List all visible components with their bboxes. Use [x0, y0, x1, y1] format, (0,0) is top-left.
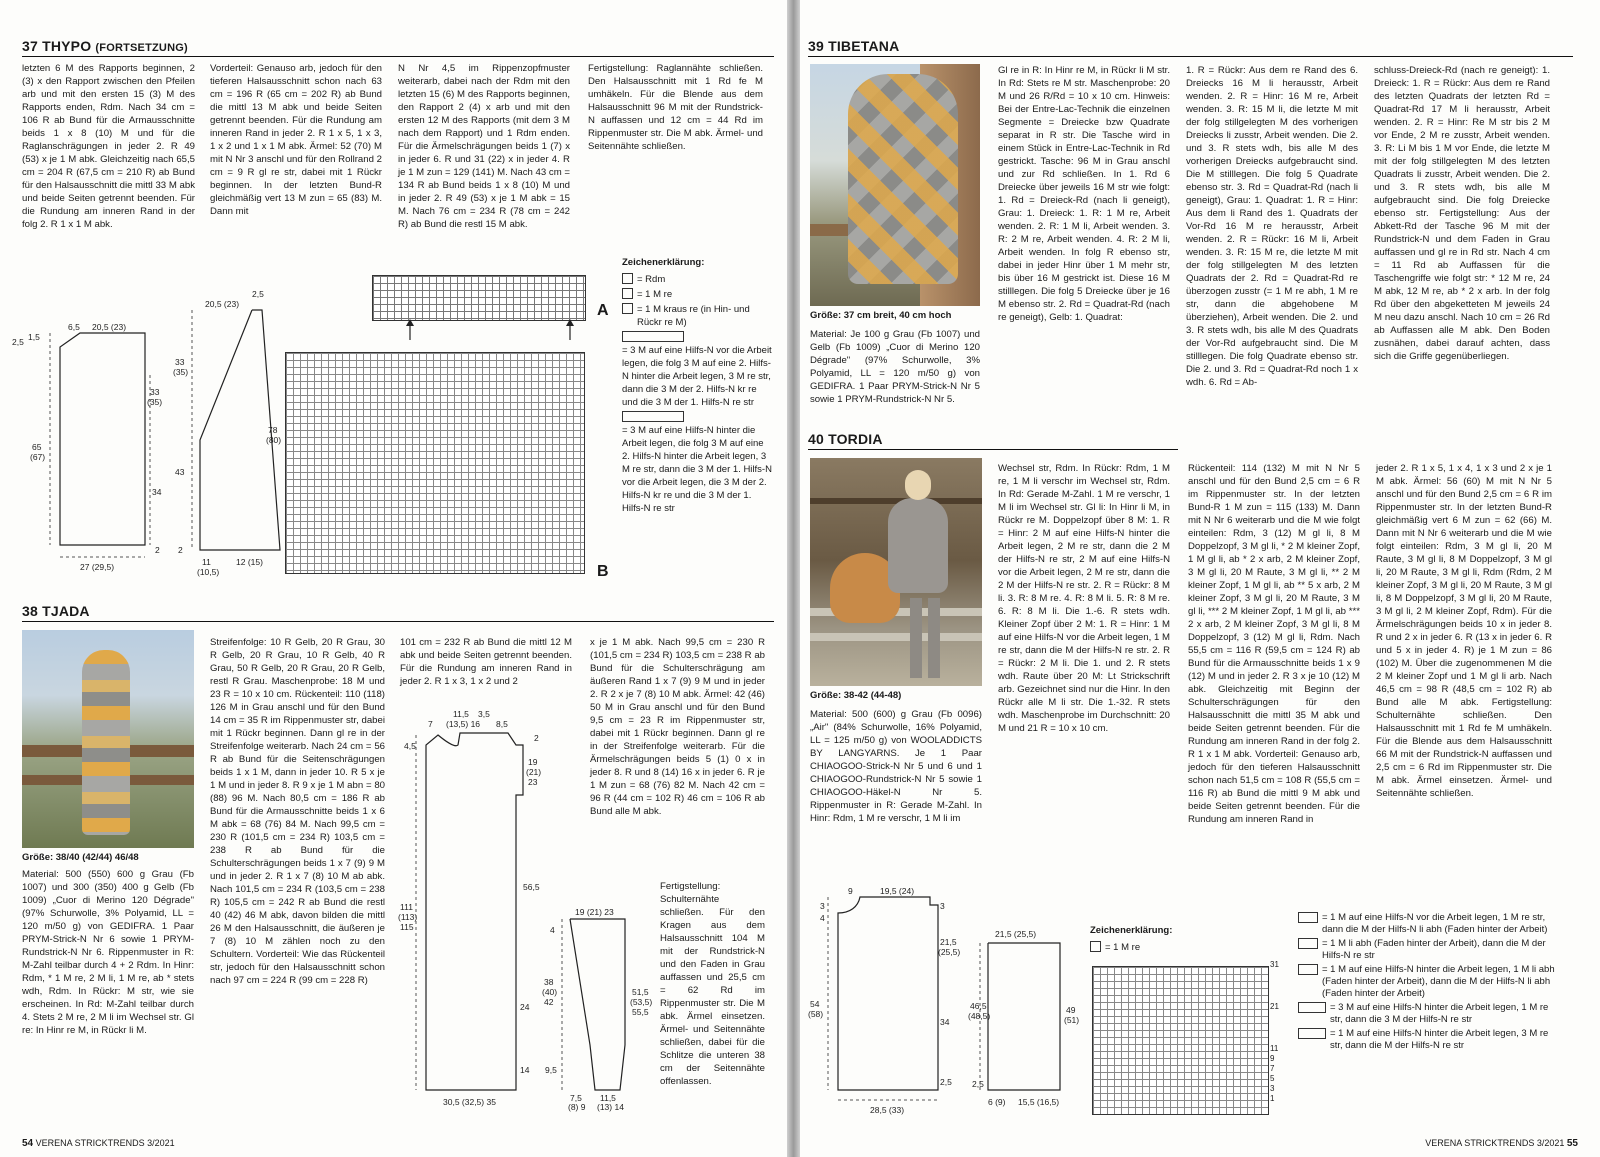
svg-text:21,5: 21,5 — [940, 937, 957, 947]
cable-front-symbol-icon — [622, 331, 684, 342]
svg-text:42: 42 — [544, 997, 554, 1007]
thypo-heading: 37 THYPO (FORTSETZUNG) — [22, 38, 188, 54]
svg-text:4,5: 4,5 — [404, 741, 416, 751]
svg-text:11,5: 11,5 — [453, 709, 469, 719]
tjada-text-col3: 101 cm = 232 R ab Bund die mittl 12 M abk und beide Seiten getrennt beenden. Für die Rundung am inneren Rand in jeder 2. R 1 x 3, 1 x 2 und 2 — [400, 637, 572, 687]
svg-text:(35): (35) — [147, 397, 163, 407]
legend-item: = 1 M re — [1090, 941, 1210, 954]
tibetana-size: Größe: 37 cm breit, 40 cm hoch — [810, 310, 952, 321]
legend-item: = 3 M auf eine Hilfs-N vor die Arbeit legen, die folg 3 M auf eine 2. Hilfs-N hinter die Arbeit legen, 3 M re str, dann die 3 M der 2. Hilfs-N kr re und die 3 M der 1. Hilfs-N re str — [622, 331, 772, 409]
svg-text:2,5: 2,5 — [940, 1077, 952, 1087]
left-page — [0, 0, 787, 1157]
tibetana-material: Material: Je 100 g Grau (Fb 1007) und Gelb (Fb 1009) „Cuor di Merino 120 Dégrade" (97% Schurwolle, 3% Polyamid, LL = 120 m/50 g) von GEDIFRA. 1 Paar PRYM-Strick-N Nr 5 sowie 1 PRYM-Rundstrick-N Nr 5. — [810, 329, 980, 405]
knit-symbol-icon — [622, 288, 633, 299]
svg-text:(35): (35) — [173, 367, 189, 377]
svg-text:1,5: 1,5 — [28, 332, 40, 342]
legend-item: = 3 M auf eine Hilfs-N hinter die Arbeit legen, 1 M re str, dann die 3 M der Hilfs-N re str — [1298, 1002, 1558, 1026]
cable-back-symbol-icon — [622, 411, 684, 422]
svg-text:11,5: 11,5 — [600, 1093, 616, 1103]
svg-text:(8) 9: (8) 9 — [568, 1102, 586, 1112]
tibetana-photo — [810, 64, 980, 306]
svg-text:(48,5): (48,5) — [968, 1011, 991, 1021]
tordia-rule — [808, 449, 1178, 450]
svg-text:2: 2 — [178, 545, 183, 555]
svg-text:56,5: 56,5 — [523, 882, 540, 892]
tjada-photo — [22, 630, 194, 848]
svg-text:115: 115 — [400, 922, 414, 932]
svg-text:55,5: 55,5 — [632, 1007, 649, 1017]
cable-3-1-symbol-icon — [1298, 1002, 1326, 1013]
tordia-body-schematic — [810, 885, 990, 1120]
chart-a-label: A — [597, 302, 609, 319]
tjada-text-col2: Streifenfolge: 10 R Gelb, 20 R Grau, 30 R Gelb, 20 R Grau, 10 R Gelb, 40 R Grau, 50 R Gelb, 20 R Grau, 20 R Gelb, restl R Grau. Maschenprobe: 18 M und 23 R = 10 x 10 cm. Rückenteil: 110 (118) 126 M in Grau anschl und für den Bund 14 cm = 35 R im Rippenmuster str, dabei mit 1 Rückr beginnen. Dann gl re in der Streifenfolge weiterarb. Nach 24 cm = 56 R ab Bund für die Seitenschrägungen beids 1 x 1 M, dann in jeder 10. R 5 x je 1 M und in jeder 8. R 9 x je 1 M abn = 80 (88) 96 M. Nach 80,5 cm = 186 R ab Bund für die Armausschnitte beids 1 x 6 M abk = 68 (76) 84 M. Nach 99,5 cm = 230 R (101,5 cm = 234 R) 103,5 cm = 238 R ab Bund für die Schulterschrägungen beids 1 x 7 (9) 9 M und in jeder 2. R 1 x 7 (8) 10 M ab abk. Nach 101,5 cm = 234 R (103,5 cm = 238 R) 105,5 cm = 242 R ab Bund die restl 40 (42) 46 M abk, davon bilden die mittl 26 M den Halsausschnitt, die äußeren je 7 (8) 10 M zählen noch zu den Schultern. Vorderteil: Wie das Rückenteil str, jedoch für den Halsausschnitt schon nach 97 cm = 224 R (99 cm = 228 R) — [210, 637, 385, 986]
svg-text:23: 23 — [528, 777, 538, 787]
tjada-text-col4: x je 1 M abk. Nach 99,5 cm = 230 R (101,5 cm = 234 R) 103,5 cm = 238 R ab Bund für die Schulterschrägung am äußeren Rand 1 x 7 (9) 9 M und in jeder 2. R 2 x je 7 (8) 10 M abk. Ärmel: 42 (46) 50 M in Grau anschl und für den Bund 9,5 cm = 23 R im Rippenmuster str, dabei mit 1 Rückr beginnen. Dann gl re in der Streifenfolge weiterarb. Für die Ärmelschrägungen beids 5 (1) 0 x in jeder 8. R und 8 (14) 16 x in jeder 6. R je 1 M zun = 68 (76) 82 M. Nach 42 cm = 96 R (44 cm = 102 R) 46 cm = 106 R ab Bund alle M abk. — [590, 637, 765, 817]
svg-text:7: 7 — [428, 719, 433, 729]
svg-text:(10,5): (10,5) — [197, 567, 220, 577]
tibetana-text-col2: Gl re in R: In Hinr re M, in Rückr li M str. In Rd: Stets re M str. Maschenprobe: 20 M und 26 R/Rd = 10 x 10 cm. Hinweis: Bei der Entre-Lac-Technik die einzelnen Segmente = Dreiecke bzw Quadrate separat in R str. Die Tasche wird in einem Stück in Entre-Lac-Technik in Rd gestrickt. Tasche: 96 M in Grau anschl und zur Rd schließen. In 1. Rd 6 Dreiecke über jeweils 16 M str wie folgt: 1. Rd = Dreieck-Rd (nach li geneigt), Grau: 1. Dreieck: 1. R: 1 M re, Arbeit wenden. 2. R: 1 M li, Arbeit wenden. 3. R: 2 M re, Arbeit wenden. 4. R: 2 M li, Arbeit wenden. In folg R ebenso str, dabei in jeder Hinr über 1 M mehr str, bis über 16 M gestrickt ist. Diese 16 M stilllegen. Die folg 5 Dreiecke über je 16 M ebenso str. 2. Rd = Quadrat-Rd (nach re geneigt), Gelb: 1. Quadrat: — [998, 65, 1170, 323]
thypo-legend: Zeichenerklärung: = Rdm = 1 M re = 1 M kraus re (in Hin- und Rückr re M) = 3 M auf eine Hilfs-N vor die Arbeit legen, die folg 3 M auf eine 2. Hilfs-N hinter die Arbeit legen, 3 M re str, dann die 3 M der 2. Hilfs-N kr re und die 3 M der 1. Hilfs-N re str = 3 M auf eine Hilfs-N hinter die Arbeit legen, die folg 3 M auf eine 2. Hilfs-N hinter die Arbeit legen, 3 M re str, dann die 3 M der 1. Hilfs-N vor die Arbeit legen, die 3 M der 2. Hilfs-N kr re und die 3 M der 1. Hilfs-N re str — [622, 257, 772, 514]
legend-item: = 1 M auf eine Hilfs-N hinter die Arbeit legen, 3 M re str, dann die M der Hilfs-N re str — [1298, 1028, 1558, 1052]
svg-text:30,5 (32,5) 35: 30,5 (32,5) 35 — [443, 1097, 496, 1107]
tibetana-heading: 39 TIBETANA — [808, 38, 900, 54]
thypo-text-col2: Vorderteil: Genauso arb, jedoch für den tieferen Halsausschnitt schon nach 63 cm = 196 R (65 cm = 202 R) ab Bund die mittl 13 M abk und beide Seiten getrennt beenden. Für die Rundung am inneren Rand in jeder 2. R 1 x 5, 1 x 3, 1 x 2 und 1 x 1 M abk. Ärmel: 52 (70) M mit N Nr 3 anschl und für den Rollrand 2 cm = 9 R gl re str, dabei mit 1 Rückr beginnen. In der letzten Bund-R gleichmäßig vert 13 M zun = 65 (83) M. Dann mit — [210, 63, 382, 217]
svg-text:34: 34 — [940, 1017, 950, 1027]
thypo-text-col1: letzten 6 M des Rapports beginnen, 2 (3) x den Rapport zwischen den Pfeilen arb und mit den ersten 15 (3) M des Rapports enden, Rdm. Nach 34 cm = 106 R ab Bund für die Armausschnitte beids 1 x 8 (10) M und für die Raglanschrägungen in jeder 2. R 49 (53) x je 1 M abk. Gleichzeitig nach 65,5 cm = 204 R (67,5 cm = 210 R) ab Bund für den Halsausschnitt die mittl 33 M abk und beide Seiten getrennt beenden. Für die Rundung am inneren Rand in der folg 2. R 1 x 1 M abk. — [22, 63, 195, 230]
tjada-text-col1: Material: 500 (550) 600 g Grau (Fb 1007) und 300 (350) 400 g Gelb (Fb 1009) „Cuor di Merino 120 Dégrade" (97% Schurwolle, 3% Polyamid, LL = 120 m/50 g) von GEDIFRA. 1 Paar PRYM-Strick-N Nr 6 sowie 1 PRYM-Rundstrick-N Nr 6. Rippenmuster in R: M-Zahl teilbar durch 4 + 2 Rdm. In Hinr: Rdm, * 1 M re, 2 M li, 1 M re, ab * stets wdh, Rdm. In Rückr: M str, wie sie erscheinen. In Rd: M-Zahl teilbar durch 4. Stets 2 M re, 2 M li im Wechsel str. Gl re: In Hinr re M, in Rückr li M. — [22, 869, 194, 1036]
chart-a-arrows — [400, 318, 580, 342]
tibetana-text-col3: 1. R = Rückr: Aus dem re Rand des 6. Dreiecks 16 M li herausstr, Arbeit wenden. 2. R = Hinr: 16 M re, Arbeit wenden. 3. R: 15 M li, die letzte M mit der folg stillgelegten M des vorherigen Dreiecks li zusstr, Arbeit wenden. Die 2. und 3. R stets wdh, bis alle M des vorherigen Dreiecks aufgebraucht sind. Die M stilllegen. Die folg 5 Quadrate ebenso str. 3. Rd = Quadrat-Rd (nach li geneigt), Grau: 1. Quadrat: 1. R = Hinr: Aus dem li Rand des 1. Quadrats der Vor-Rd 16 M re herausstr, Arbeit wenden. 2. R = Rückr: 16 M li, Arbeit wenden. 3. R: 15 M re, die letzte M mit der folg stillgelegten M des letzten Quadrats der 2. Rd = Quadrat-Rd re überzogen zusstr (= 1 M re abh, 1 M re str, dann die abgehobene M überziehen), Arbeit wenden. Die 2. und 3. R stets wdh, bis alle M des Quadrats der Vor-Rd aufgebraucht sind. Die M stilllegen. Die folg Quadrate ebenso str. Die 2. und 3. Rd = Quadrat-Rd noch 1 x wdh. 6. Rd = Ab- — [1186, 65, 1358, 388]
svg-text:111: 111 — [400, 902, 413, 912]
tjada-sleeve-schematic — [540, 905, 660, 1115]
thypo-sleeve-schematic — [173, 285, 290, 585]
tjada-heading: 38 TJADA — [22, 603, 90, 619]
svg-text:(25,5): (25,5) — [938, 947, 961, 957]
svg-text:6,5: 6,5 — [68, 322, 80, 332]
thypo-chart-b — [285, 352, 585, 574]
svg-text:65: 65 — [32, 442, 42, 452]
svg-text:8,5: 8,5 — [496, 719, 508, 729]
right-footer: VERENA STRICKTRENDS 3/2021 55 — [1425, 1138, 1578, 1149]
svg-text:(113): (113) — [398, 912, 418, 922]
tjada-text-col5: Fertigstellung: Schulternähte schließen. Für den Kragen aus dem Halsausschnitt 104 M mit der Rundstrick-N und den Faden in Grau auffassen und 25,5 cm = 62 Rd im Rippenmuster str. Die M abk. Ärmel einsetzen. Ärmel- und Seitennähte schließen, dabei für die Schlitze die unteren 38 cm der Seitennähte offenlassen. — [660, 881, 765, 1087]
svg-text:46,5: 46,5 — [970, 1001, 987, 1011]
svg-text:9: 9 — [848, 886, 853, 896]
svg-text:49: 49 — [1066, 1005, 1076, 1015]
tordia-text-col4: jeder 2. R 1 x 5, 1 x 4, 1 x 3 und 2 x je 1 M abk. Ärmel: 56 (60) M mit N Nr 5 anschl und für den Bund 2,5 cm = 6 R im Rippenmuster str. In der letzten Bund-R gleichmäßig vert 6 M zun = 62 (66) M. Dann mit N Nr 6 weiterarb und die M wie folgt einteilen: Rdm, 3 M gl li, 20 M Raute, 3 M gl li, 8 M Doppelzopf, 3 M gl li, 20 M Raute, 3 M gl li, Rdm (Rdm, 2 M kleiner Zopf, 3 M gl li, 20 M Raute, 3 M gl li, 8 M Doppelzopf, 3 M gl li, 20 M Raute, 3 M gl li, 2 M kleiner Zopf, Rdm). Für die Ärmelschrägungen beids 10 x in jeder 8. R und 2 x in jeder 6. R (13 x in jeder 6. R und 5 x in jeder 4. R) je 1 M zun = 86 (102) M. Über die zugenommenen M die 2 M kleiner Zopf und 1 M gl li arb. Nach 46,5 cm = 98 R (48,5 cm = 102 R) ab Bund alle M abk. Fertigstellung: Schulternähte schließen. Den Halsausschnitt mit 1 Rd fe M umhäkeln. Für die Blende aus dem Halsausschnitt 66 M mit der Rundstrick-N auffassen und 2,5 cm = 6 Rd im Rippenmuster str. Die M abk. Ärmel einsetzen. Ärmel- und Seitennähte schließen. — [1376, 463, 1552, 799]
svg-text:(40): (40) — [542, 987, 558, 997]
svg-text:27 (29,5): 27 (29,5) — [80, 562, 115, 572]
svg-text:24: 24 — [520, 1002, 530, 1012]
rdm-symbol-icon — [622, 273, 633, 284]
svg-text:7,5: 7,5 — [570, 1093, 582, 1103]
svg-text:19: 19 — [528, 757, 538, 767]
svg-text:33: 33 — [175, 357, 185, 367]
thypo-text-col4: Fertigstellung: Raglannähte schließen. Den Halsausschnitt mit 1 Rd fe M umhäkeln. Für die Blende aus dem Halsausschnitt 96 M mit der Rundstrick-N auffassen und 12 cm = 44 Rd im Rippenmuster str. Die M abk. Ärmel- und Seitennähte schließen. — [588, 63, 763, 152]
svg-text:33: 33 — [150, 387, 160, 397]
svg-text:2,5: 2,5 — [972, 1079, 984, 1089]
svg-text:2: 2 — [155, 545, 160, 555]
legend-item: = 1 M kraus re (in Hin- und Rückr re M) — [622, 303, 772, 329]
svg-text:9,5: 9,5 — [545, 1065, 557, 1075]
svg-text:2,5: 2,5 — [252, 289, 264, 299]
svg-text:4: 4 — [820, 913, 825, 923]
svg-text:4: 4 — [550, 925, 555, 935]
svg-text:3,5: 3,5 — [478, 709, 490, 719]
svg-text:28,5 (33): 28,5 (33) — [870, 1105, 905, 1115]
svg-text:(53,5): (53,5) — [630, 997, 653, 1007]
tordia-heading: 40 TORDIA — [808, 431, 883, 447]
tordia-text-col2: Wechsel str, Rdm. In Rückr: Rdm, 1 M re, 1 M li verschr im Wechsel str, Rdm. In Rd: Gerade M-Zahl. 1 M re verschr, 1 M li im Wechsel str. Gl li: In Hinr li M, in Rückr re M. Doppelzopf über 8 M: 1. R = Hinr: 2 M auf eine Hilfs-N hinter die Arbeit legen, 2 M re str, dann die 2 M der Hilfs-N re str, 2 M auf eine Hilfs-N vor die Arbeit legen, 2 M re str, dann die 2 M der Hilfs-N re str. 2. R = Rückr: 8 M li. 3. R: 8 M re. 4. R: 8 M li. 5. R: 8 M re. 6. R: 8 M li. Die 1.-6. R stets wdh. Kleiner Zopf über 2 M: 1. R = Hinr: 1 M auf eine Hilfs-N vor die Arbeit legen, 1 M re str, dann die M der Hilfs-N re str. 2. R = Rückr: 2 M li. Die 1. und 2. R stets wdh. Raute über 20 M: Lt Strickschrift arb. Gezeichnet sind nur die Hinr. In den Rückr alle M li str. Die 1.-32. R stets wdh. Maschenprobe im Durchschnitt: 20 M und 21 R = 10 x 10 cm. — [998, 463, 1170, 734]
svg-text:21,5 (25,5): 21,5 (25,5) — [995, 929, 1037, 939]
svg-text:(13,5) 16: (13,5) 16 — [446, 719, 481, 729]
svg-text:(67): (67) — [30, 452, 46, 462]
tordia-chart-row-numbers: 31 21 11 9 7 5 3 1 — [1270, 960, 1279, 1103]
thypo-rule — [22, 56, 774, 57]
chart-b-label: B — [597, 563, 609, 580]
svg-text:3: 3 — [820, 901, 825, 911]
tordia-text-col3: Rückenteil: 114 (132) M mit N Nr 5 anschl und für den Bund 2,5 cm = 6 R im Rippenmuster str. In der letzten Bund-R 1 M zun = 115 (133) M. Dann mit N Nr 6 weiterarb und die M wie folgt einteilen: Rdm, 3 (12) M gl li, 8 M Doppelzopf, 3 M gl li, * 2 M kleiner Zopf, 1 M gl li, ab * 2 x arb, 2 M kleiner Zopf, 3 M gl li, 20 M Raute, 3 M gl li, ** 2 M kleiner Zopf, 1 M gl li, ab ** 5 x arb, 2 M kleiner Zopf, 3 M gl li, 20 M Raute, 3 M gl li, *** 2 M kleiner Zopf, 1 M gl li, ab *** 2 x arb, 2 M kleiner Zopf, 3 M gl li, 8 M Doppelzopf, 3 (12) M gl li, Rdm. Nach 55,5 cm = 116 R (59,5 cm = 124 R) ab Bund für die Armausschnitte beids 1 x 9 (12) M und in jeder 2. R 3 x je 10 (12) M abk. Gleichzeitig mit Beginn der Schulterschrägungen für den Halsausschnitt die mittl 35 M abk und beide Seiten getrennt beenden. Für die Rundung am inneren Rand in der folg 2. R 1 x 1 M abk. Vorderteil: Genauso arb, jedoch für den tieferen Halsausschnitt schon nach 51,5 cm = 108 R (55,5 cm = 116 R) ab Bund die mittl 9 M abk und beide Seiten getrennt beenden. Für die Rundung am inneren Rand in — [1188, 463, 1360, 825]
thypo-chart-a — [372, 275, 586, 321]
legend-item: = 1 M auf eine Hilfs-N vor die Arbeit legen, 1 M re str, dann die M der Hilfs-N li abh (Faden hinter der Arbeit) — [1298, 912, 1558, 936]
svg-text:19,5 (24): 19,5 (24) — [880, 886, 915, 896]
svg-text:14: 14 — [520, 1065, 530, 1075]
svg-text:20,5 (23): 20,5 (23) — [92, 322, 127, 332]
knit-symbol-icon — [1090, 941, 1101, 952]
cable-1-3-symbol-icon — [1298, 1028, 1326, 1039]
svg-text:3: 3 — [940, 901, 945, 911]
svg-text:38: 38 — [544, 977, 554, 987]
svg-text:54: 54 — [810, 999, 820, 1009]
svg-text:11: 11 — [202, 557, 211, 567]
cross-slip-symbol-icon — [1298, 964, 1318, 975]
legend-item: = 1 M auf eine Hilfs-N hinter die Arbeit legen, 1 M li abh (Faden hinter der Arbeit), dann die M der Hilfs-N li abh (Faden hinter der Arbeit) — [1298, 964, 1558, 1000]
svg-text:(13) 14: (13) 14 — [597, 1102, 624, 1112]
thypo-text-col3: N Nr 4,5 im Rippenzopfmuster weiterarb, dabei nach der Rdm mit den letzten 15 (6) M des Rapports beginnen, den Rapport 2 (4) x arb und mit den ersten 12 M des Rapports (mit dem 3 M nach dem Rapport) und 1 Rdm enden. Für die Ärmelschrägungen beids 1 (7) x in jeder 6. R und 31 (22) x in jeder 4. R je 1 M zun = 129 (141) M. Nach 43 cm = 134 R ab Bund beids 1 x 8 (10) M und in jeder 2. R 49 (53) x je 1 M abk = 15 M. Nach 76 cm = 234 R (78 cm = 242 R) ab Bund die restl 15 M abk. — [398, 63, 570, 230]
svg-text:15,5 (16,5): 15,5 (16,5) — [1018, 1097, 1060, 1107]
tordia-diamond-chart — [1092, 966, 1269, 1115]
tordia-size: Größe: 38-42 (44-48) — [810, 690, 902, 701]
legend-item: = 1 M li abh (Faden hinter der Arbeit), dann die M der Hilfs-N re str — [1298, 938, 1558, 962]
svg-text:12 (15): 12 (15) — [236, 557, 263, 567]
tibetana-text-col4: schluss-Dreieck-Rd (nach re geneigt): 1. Dreieck: 1. R = Rückr: Aus dem re Rand des letzten Quadrats der letzten Rd = Quadrat-Rd 17 M li herausstr, Arbeit wenden. 2. R = Hinr: Re M str bis 2 M vor Ende, 2 M re zusstr, Arbeit wenden. 3. R: Li M bis 1 M vor Ende, die letzte M mit der folg stillgelegten M des letzten Quadrats li zusstr, Arbeit wenden. Die 2. und 3. R stets wdh, bis alle M aufgebraucht sind. Die folg Dreiecke ebenso str. Fertigstellung: Aus der Abkett-Rd der Tasche 96 M mit der Rundstrick-N und dem Faden in Grau auffassen und gl re in Rd str. Nach 4 cm = 11 Rd ab Auffassen für die Taschengriffe wie folgt str: * 12 M re, 24 M abk, 12 M re, ab * 2 x arb. In der folg Rd über den abgeketteten M jeweils 24 M neu dazu anschl. Nach 10 cm = 26 Rd ab Auffassen alle M abk. Den Boden zusnähen, dabei darauf achten, dass sich die Griffe gegenüberliegen. — [1374, 65, 1550, 362]
tordia-legend — [1298, 912, 1558, 1054]
legend-item: = 3 M auf eine Hilfs-N hinter die Arbeit legen, die folg 3 M auf eine 2. Hilfs-N hinter die Arbeit legen, 3 M re str, dann die 3 M der 1. Hilfs-N vor die Arbeit legen, die 3 M der 2. Hilfs-N kr re und die 3 M der 1. Hilfs-N re str — [622, 411, 772, 515]
right-page — [800, 0, 1600, 1157]
svg-text:2: 2 — [534, 733, 539, 743]
legend-item: = Rdm — [622, 273, 772, 286]
tordia-sleeve-schematic — [970, 925, 1100, 1120]
svg-text:6 (9): 6 (9) — [988, 1097, 1006, 1107]
svg-text:(51): (51) — [1064, 1015, 1080, 1025]
cross-right-symbol-icon — [1298, 938, 1318, 949]
left-footer: 54 VERENA STRICKTRENDS 3/2021 — [22, 1138, 175, 1149]
cross-left-symbol-icon — [1298, 912, 1318, 923]
svg-text:20,5 (23): 20,5 (23) — [205, 299, 240, 309]
tjada-size: Größe: 38/40 (42/44) 46/48 — [22, 852, 139, 863]
tibetana-rule — [808, 56, 1573, 57]
tjada-rule — [22, 621, 774, 622]
spine-gutter — [787, 0, 800, 1157]
garter-symbol-icon — [622, 303, 633, 314]
svg-text:(58): (58) — [808, 1009, 824, 1019]
svg-text:2,5: 2,5 — [12, 337, 24, 347]
svg-text:19 (21) 23: 19 (21) 23 — [575, 907, 614, 917]
svg-text:43: 43 — [175, 467, 185, 477]
legend-item: = 1 M re — [622, 288, 772, 301]
svg-text:(80): (80) — [266, 435, 282, 445]
tordia-material: Material: 500 (600) g Grau (Fb 0096) „Air" (84% Schurwolle, 16% Polyamid, LL = 125 m/50 g) von WOOLADDICTS BY LANGYARNS. Je 1 Paar CHIAOGOO-Strick-N Nr 5 und 6 und 1 CHIAOGOO-Rundstrick-N Nr 5 sowie 1 CHIAOGOO-Häkel-N Nr 5. Rippenmuster in R: Gerade M-Zahl. In Hinr: Rdm, 1 M re verschr, 1 M li im — [810, 709, 982, 824]
svg-text:78: 78 — [268, 425, 278, 435]
svg-text:(21): (21) — [526, 767, 542, 777]
tordia-legend-title-block: Zeichenerklärung: = 1 M re — [1090, 924, 1210, 956]
tordia-photo — [810, 458, 982, 686]
svg-text:51,5: 51,5 — [632, 987, 649, 997]
svg-text:34: 34 — [152, 487, 162, 497]
